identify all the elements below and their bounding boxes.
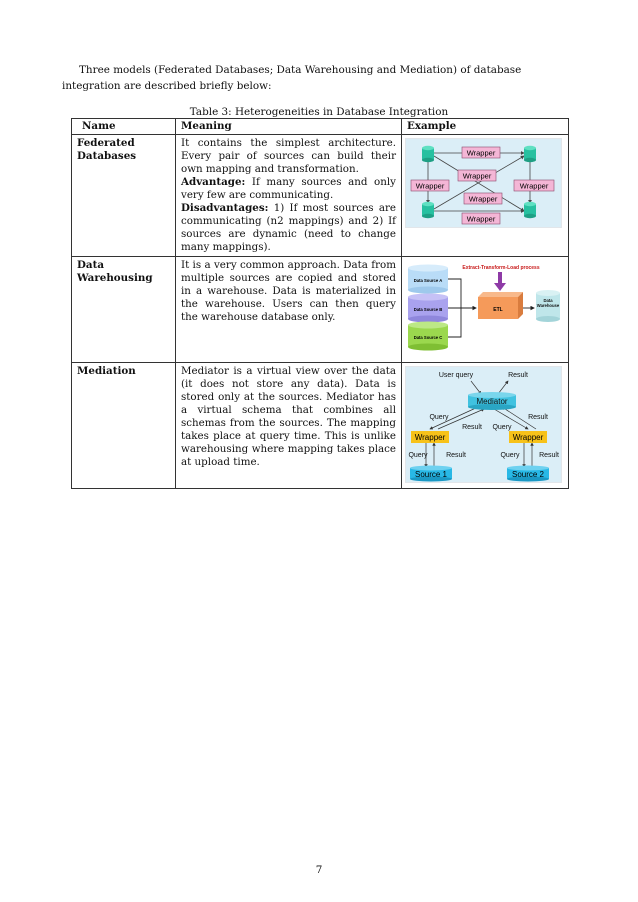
wrapper-right xyxy=(509,431,547,443)
wrapper-label: Wrapper xyxy=(519,181,549,191)
disadvantage-text: 1) If most sources are communicating (n2 mappings) and 2) If sources are dynamic (need to change many mappings). xyxy=(181,202,396,253)
data-source-a xyxy=(408,265,448,294)
warehousing-diagram xyxy=(405,260,562,354)
header-name: Name xyxy=(72,119,176,135)
query-label: Query xyxy=(492,424,512,431)
result-label: Result xyxy=(528,414,548,421)
federated-intro: It contains the simplest architecture. Every pair of sources can build their own mapping and transformation. xyxy=(181,137,396,175)
row-name-warehousing: Data Warehousing xyxy=(72,257,176,363)
query-label: Query xyxy=(500,452,520,459)
result-label: Result xyxy=(508,372,528,379)
source-1-label: Source 1 xyxy=(414,470,448,479)
etl-title: Extract-Transform-Load process xyxy=(462,265,540,271)
heterogeneities-table xyxy=(71,118,569,489)
disadvantage-label: Disadvantages: xyxy=(181,202,269,214)
warehouse-label: Data Warehouse xyxy=(536,299,560,308)
database-icon xyxy=(422,202,434,218)
advantage-text: If many sources and only very few are communicating. xyxy=(181,176,396,201)
result-label: Result xyxy=(539,452,559,459)
federated-diagram xyxy=(405,138,562,228)
table-caption: Table 3: Heterogeneities in Database Integration xyxy=(189,106,449,118)
wrapper-label: Wrapper xyxy=(466,148,496,158)
row-meaning-warehousing: It is a very common approach. Data from multiple sources are copied and stored in a warehouse. Data is materialized in the warehouse. Users can then query the warehouse database only. xyxy=(176,257,402,363)
etl-box xyxy=(478,292,523,319)
header-example: Example xyxy=(402,119,569,135)
mediator-label: Mediator xyxy=(476,397,508,406)
row-name-mediation: Mediation xyxy=(72,363,176,489)
source-1 xyxy=(410,466,452,482)
wrapper-left xyxy=(411,431,449,443)
header-meaning: Meaning xyxy=(176,119,402,135)
source-2 xyxy=(507,466,549,482)
wrapper-label: Wrapper xyxy=(512,433,544,442)
mediator-box xyxy=(468,392,516,410)
row-example-warehousing xyxy=(402,257,569,363)
intro-paragraph: Three models (Federated Databases; Data Warehousing and Mediation) of database integration are described briefly below: xyxy=(62,64,522,92)
etl-arrow-icon xyxy=(494,272,506,291)
mediation-diagram-background xyxy=(406,367,561,482)
row-example-mediation xyxy=(402,363,569,489)
table-row-mediation xyxy=(72,363,569,489)
query-label: Query xyxy=(408,452,428,459)
source-2-label: Source 2 xyxy=(511,470,545,479)
advantage-label: Advantage: xyxy=(181,176,246,188)
table-row-warehousing xyxy=(72,257,569,363)
user-query-label: User query xyxy=(438,372,474,379)
data-source-b xyxy=(408,294,448,323)
data-warehouse xyxy=(535,290,561,322)
row-meaning-mediation: Mediator is a virtual view over the data (it does not store any data). Data is stored only at the sources. Mediator has a virtual schema that combines all schemas from the sources. The mapping takes place at query time. This is unlike warehousing where mapping takes place at upload time. xyxy=(176,363,402,489)
database-icon xyxy=(422,146,434,162)
source-c-label: Data Source C xyxy=(413,335,443,340)
source-b-label: Data Source B xyxy=(413,307,443,312)
result-label: Result xyxy=(446,452,466,459)
row-example-federated xyxy=(402,135,569,257)
query-label: Query xyxy=(429,414,449,421)
wrapper-label: Wrapper xyxy=(466,214,496,224)
page-number: 7 xyxy=(315,864,323,876)
table-row-federated xyxy=(72,135,569,257)
etl-label: ETL xyxy=(493,307,503,313)
table-header-row xyxy=(72,119,569,135)
source-a-label: Data Source A xyxy=(413,278,443,283)
database-icon xyxy=(524,146,536,162)
data-source-c xyxy=(408,322,448,351)
wrapper-label: Wrapper xyxy=(414,433,446,442)
wrapper-label: Wrapper xyxy=(468,194,498,204)
mediation-diagram xyxy=(405,366,562,483)
database-icon xyxy=(524,202,536,218)
row-meaning-federated xyxy=(176,135,402,257)
row-name-federated: Federated Databases xyxy=(72,135,176,257)
wrapper-label: Wrapper xyxy=(415,181,445,191)
wrapper-label: Wrapper xyxy=(462,171,492,181)
result-label: Result xyxy=(462,424,482,431)
